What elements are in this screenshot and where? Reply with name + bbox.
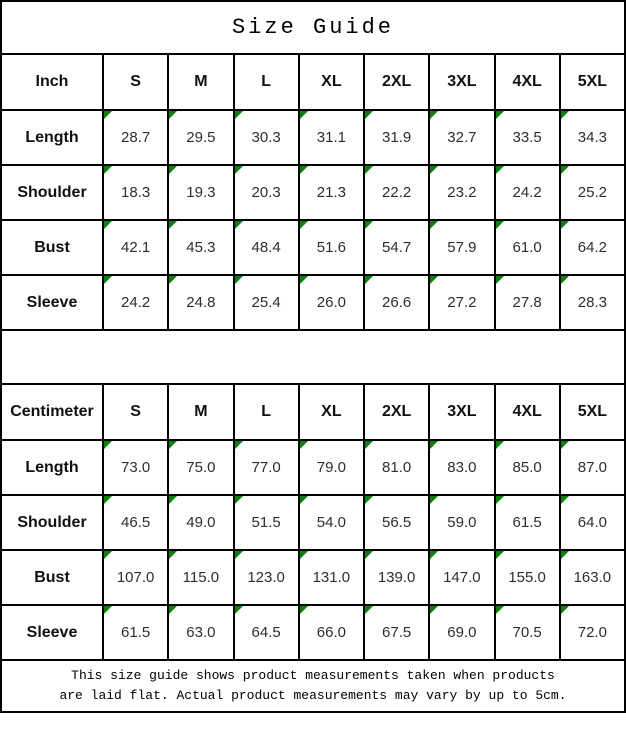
size-header-cell: 5XL	[560, 54, 625, 110]
row-label-cell: Length	[1, 110, 103, 165]
table-row	[1, 110, 625, 165]
value-cell	[299, 605, 364, 660]
value-cell	[495, 220, 560, 275]
inch-table	[1, 54, 625, 330]
row-label-cell: Sleeve	[1, 605, 103, 660]
cell-flag-triangle-icon	[104, 221, 112, 229]
cell-value: 42.1	[121, 239, 151, 256]
cell-flag-triangle-icon	[430, 441, 438, 449]
cell-flag-triangle-icon	[430, 496, 438, 504]
value-cell	[299, 550, 364, 605]
value-cell	[299, 110, 364, 165]
footer-section	[1, 660, 625, 712]
page-title: Size Guide	[1, 1, 625, 54]
cell-value: 34.3	[577, 129, 607, 146]
table-row	[1, 275, 625, 330]
size-header-cell: 2XL	[364, 54, 429, 110]
value-cell	[103, 165, 168, 220]
cell-flag-triangle-icon	[365, 441, 373, 449]
value-cell	[234, 440, 299, 495]
cell-value: 33.5	[512, 129, 542, 146]
cell-value: 31.9	[382, 129, 412, 146]
footer-note-line1: This size guide shows product measurements taken when products	[71, 667, 555, 683]
cell-flag-triangle-icon	[561, 221, 569, 229]
cell-value: 56.5	[382, 514, 412, 531]
cell-value: 83.0	[447, 459, 477, 476]
value-cell	[234, 165, 299, 220]
spacer-cell	[1, 330, 625, 384]
footer-note-line2: are laid flat. Actual product measurements may vary by up to 5cm.	[59, 688, 567, 703]
value-cell	[429, 550, 494, 605]
cell-flag-triangle-icon	[169, 551, 177, 559]
header-row	[1, 54, 625, 110]
value-cell	[168, 220, 233, 275]
cell-value: 29.5	[186, 129, 216, 146]
cell-flag-triangle-icon	[430, 166, 438, 174]
cell-flag-triangle-icon	[169, 441, 177, 449]
header-row	[1, 384, 625, 440]
size-header-cell: L	[234, 54, 299, 110]
cell-value: 25.2	[577, 184, 607, 201]
cell-flag-triangle-icon	[300, 276, 308, 284]
value-cell	[103, 550, 168, 605]
cell-value: 54.0	[316, 514, 346, 531]
cell-flag-triangle-icon	[365, 551, 373, 559]
cell-value: 22.2	[382, 184, 412, 201]
value-cell	[560, 495, 625, 550]
value-cell	[234, 275, 299, 330]
cell-flag-triangle-icon	[104, 441, 112, 449]
size-header-cell: 2XL	[364, 384, 429, 440]
value-cell	[299, 440, 364, 495]
cell-value: 123.0	[247, 569, 285, 586]
value-cell	[168, 550, 233, 605]
cell-flag-triangle-icon	[169, 496, 177, 504]
cell-flag-triangle-icon	[561, 551, 569, 559]
cell-flag-triangle-icon	[496, 606, 504, 614]
cell-flag-triangle-icon	[496, 276, 504, 284]
cell-flag-triangle-icon	[365, 111, 373, 119]
value-cell	[103, 495, 168, 550]
cell-flag-triangle-icon	[104, 111, 112, 119]
cell-flag-triangle-icon	[561, 276, 569, 284]
table-row	[1, 550, 625, 605]
cell-value: 32.7	[447, 129, 477, 146]
cell-flag-triangle-icon	[169, 221, 177, 229]
cell-value: 54.7	[382, 239, 412, 256]
value-cell	[103, 440, 168, 495]
row-label-cell: Bust	[1, 550, 103, 605]
cell-flag-triangle-icon	[496, 166, 504, 174]
value-cell	[495, 550, 560, 605]
cell-value: 107.0	[116, 569, 155, 586]
cell-value: 163.0	[573, 569, 612, 586]
value-cell	[168, 440, 233, 495]
cell-value: 81.0	[382, 459, 412, 476]
size-header-cell: XL	[299, 384, 364, 440]
cell-value: 20.3	[251, 184, 281, 201]
cell-value: 73.0	[121, 459, 151, 476]
cell-value: 61.5	[121, 624, 151, 641]
value-cell	[495, 605, 560, 660]
value-cell	[364, 550, 429, 605]
cell-flag-triangle-icon	[300, 606, 308, 614]
value-cell	[364, 110, 429, 165]
cell-flag-triangle-icon	[235, 441, 243, 449]
value-cell	[103, 605, 168, 660]
cell-value: 64.2	[577, 239, 607, 256]
cell-value: 69.0	[447, 624, 477, 641]
cell-value: 61.5	[512, 514, 542, 531]
value-cell	[299, 275, 364, 330]
value-cell	[103, 110, 168, 165]
value-cell	[299, 495, 364, 550]
value-cell	[168, 495, 233, 550]
cell-flag-triangle-icon	[104, 496, 112, 504]
title-section	[1, 1, 625, 54]
size-header-cell: 3XL	[429, 54, 494, 110]
cell-value: 30.3	[251, 129, 281, 146]
value-cell	[560, 220, 625, 275]
value-cell	[168, 165, 233, 220]
row-label-cell: Sleeve	[1, 275, 103, 330]
row-label-cell: Shoulder	[1, 165, 103, 220]
cell-flag-triangle-icon	[496, 111, 504, 119]
value-cell	[560, 165, 625, 220]
cell-flag-triangle-icon	[496, 221, 504, 229]
cell-value: 28.3	[577, 294, 607, 311]
value-cell	[364, 605, 429, 660]
cell-flag-triangle-icon	[169, 111, 177, 119]
cell-flag-triangle-icon	[235, 496, 243, 504]
cell-flag-triangle-icon	[561, 166, 569, 174]
cell-flag-triangle-icon	[365, 276, 373, 284]
cell-flag-triangle-icon	[169, 276, 177, 284]
cell-value: 27.8	[512, 294, 542, 311]
cell-value: 70.5	[512, 624, 542, 641]
cell-value: 24.8	[186, 294, 216, 311]
cell-flag-triangle-icon	[561, 496, 569, 504]
cell-value: 59.0	[447, 514, 477, 531]
value-cell	[495, 110, 560, 165]
size-header-cell: 5XL	[560, 384, 625, 440]
cell-flag-triangle-icon	[365, 606, 373, 614]
cell-value: 25.4	[251, 294, 281, 311]
cell-value: 155.0	[508, 569, 546, 586]
size-header-cell: 4XL	[495, 54, 560, 110]
cell-value: 57.9	[447, 239, 477, 256]
cell-value: 21.3	[316, 184, 346, 201]
value-cell	[429, 440, 494, 495]
cell-value: 61.0	[512, 239, 542, 256]
cell-flag-triangle-icon	[104, 166, 112, 174]
cell-flag-triangle-icon	[430, 606, 438, 614]
cell-value: 72.0	[577, 624, 607, 641]
cell-flag-triangle-icon	[365, 496, 373, 504]
value-cell	[495, 165, 560, 220]
cell-value: 45.3	[186, 239, 216, 256]
cell-value: 23.2	[447, 184, 477, 201]
unit-header-cell: Inch	[1, 54, 103, 110]
size-header-cell: 3XL	[429, 384, 494, 440]
cell-flag-triangle-icon	[300, 551, 308, 559]
unit-header-cell: Centimeter	[1, 384, 103, 440]
value-cell	[364, 275, 429, 330]
cell-flag-triangle-icon	[365, 221, 373, 229]
value-cell	[168, 605, 233, 660]
value-cell	[103, 220, 168, 275]
footer-note	[1, 660, 625, 712]
cell-flag-triangle-icon	[300, 496, 308, 504]
cell-flag-triangle-icon	[430, 551, 438, 559]
cell-flag-triangle-icon	[300, 221, 308, 229]
table-row	[1, 220, 625, 275]
value-cell	[234, 605, 299, 660]
cell-value: 75.0	[186, 459, 216, 476]
value-cell	[364, 495, 429, 550]
value-cell	[299, 165, 364, 220]
cell-value: 49.0	[186, 514, 216, 531]
centimeter-table	[1, 384, 625, 660]
cell-value: 87.0	[577, 459, 607, 476]
cell-flag-triangle-icon	[561, 111, 569, 119]
cell-value: 63.0	[186, 624, 216, 641]
cell-flag-triangle-icon	[235, 221, 243, 229]
value-cell	[234, 110, 299, 165]
value-cell	[364, 440, 429, 495]
value-cell	[429, 605, 494, 660]
cell-flag-triangle-icon	[561, 441, 569, 449]
cell-value: 31.1	[316, 129, 346, 146]
cell-flag-triangle-icon	[235, 166, 243, 174]
cell-flag-triangle-icon	[235, 276, 243, 284]
table-row	[1, 605, 625, 660]
table-row	[1, 440, 625, 495]
size-header-cell: XL	[299, 54, 364, 110]
cell-value: 19.3	[186, 184, 216, 201]
cell-flag-triangle-icon	[430, 111, 438, 119]
cell-value: 26.0	[316, 294, 346, 311]
cell-value: 51.6	[316, 239, 346, 256]
size-header-cell: L	[234, 384, 299, 440]
cell-value: 85.0	[512, 459, 542, 476]
row-label-cell: Bust	[1, 220, 103, 275]
size-header-cell: S	[103, 384, 168, 440]
size-header-cell: 4XL	[495, 384, 560, 440]
table-row	[1, 495, 625, 550]
cell-flag-triangle-icon	[235, 551, 243, 559]
cell-value: 24.2	[121, 294, 151, 311]
value-cell	[299, 220, 364, 275]
cell-flag-triangle-icon	[104, 551, 112, 559]
value-cell	[234, 495, 299, 550]
cell-value: 28.7	[121, 129, 151, 146]
cell-value: 27.2	[447, 294, 477, 311]
value-cell	[234, 550, 299, 605]
size-header-cell: M	[168, 54, 233, 110]
cell-flag-triangle-icon	[496, 551, 504, 559]
cell-flag-triangle-icon	[300, 111, 308, 119]
cell-value: 48.4	[251, 239, 281, 256]
value-cell	[168, 110, 233, 165]
cell-value: 139.0	[377, 569, 416, 586]
cell-value: 147.0	[443, 569, 481, 586]
cell-flag-triangle-icon	[496, 496, 504, 504]
cell-flag-triangle-icon	[235, 606, 243, 614]
spacer-section	[1, 330, 625, 384]
cell-flag-triangle-icon	[169, 166, 177, 174]
value-cell	[560, 440, 625, 495]
cell-flag-triangle-icon	[561, 606, 569, 614]
cell-flag-triangle-icon	[430, 221, 438, 229]
cell-flag-triangle-icon	[365, 166, 373, 174]
value-cell	[495, 440, 560, 495]
row-label-cell: Shoulder	[1, 495, 103, 550]
value-cell	[364, 165, 429, 220]
value-cell	[560, 605, 625, 660]
cell-flag-triangle-icon	[104, 606, 112, 614]
value-cell	[429, 165, 494, 220]
cell-value: 46.5	[121, 514, 151, 531]
value-cell	[234, 220, 299, 275]
cell-value: 26.6	[382, 294, 412, 311]
cell-value: 51.5	[251, 514, 281, 531]
value-cell	[495, 495, 560, 550]
size-header-cell: M	[168, 384, 233, 440]
value-cell	[429, 275, 494, 330]
value-cell	[560, 550, 625, 605]
cell-value: 64.0	[577, 514, 607, 531]
cell-flag-triangle-icon	[169, 606, 177, 614]
value-cell	[103, 275, 168, 330]
value-cell	[429, 220, 494, 275]
cell-value: 115.0	[182, 569, 220, 586]
value-cell	[429, 495, 494, 550]
cell-value: 66.0	[316, 624, 346, 641]
cell-value: 24.2	[512, 184, 542, 201]
table-row	[1, 165, 625, 220]
cell-flag-triangle-icon	[300, 166, 308, 174]
cell-flag-triangle-icon	[430, 276, 438, 284]
cell-value: 77.0	[251, 459, 281, 476]
value-cell	[495, 275, 560, 330]
cell-value: 18.3	[121, 184, 151, 201]
cell-value: 67.5	[382, 624, 412, 641]
value-cell	[560, 275, 625, 330]
size-header-cell: S	[103, 54, 168, 110]
value-cell	[560, 110, 625, 165]
cell-value: 79.0	[316, 459, 346, 476]
cell-flag-triangle-icon	[496, 441, 504, 449]
cell-flag-triangle-icon	[235, 111, 243, 119]
cell-flag-triangle-icon	[300, 441, 308, 449]
value-cell	[429, 110, 494, 165]
cell-value: 64.5	[251, 624, 281, 641]
cell-flag-triangle-icon	[104, 276, 112, 284]
value-cell	[364, 220, 429, 275]
cell-value: 131.0	[312, 569, 351, 586]
row-label-cell: Length	[1, 440, 103, 495]
value-cell	[168, 275, 233, 330]
